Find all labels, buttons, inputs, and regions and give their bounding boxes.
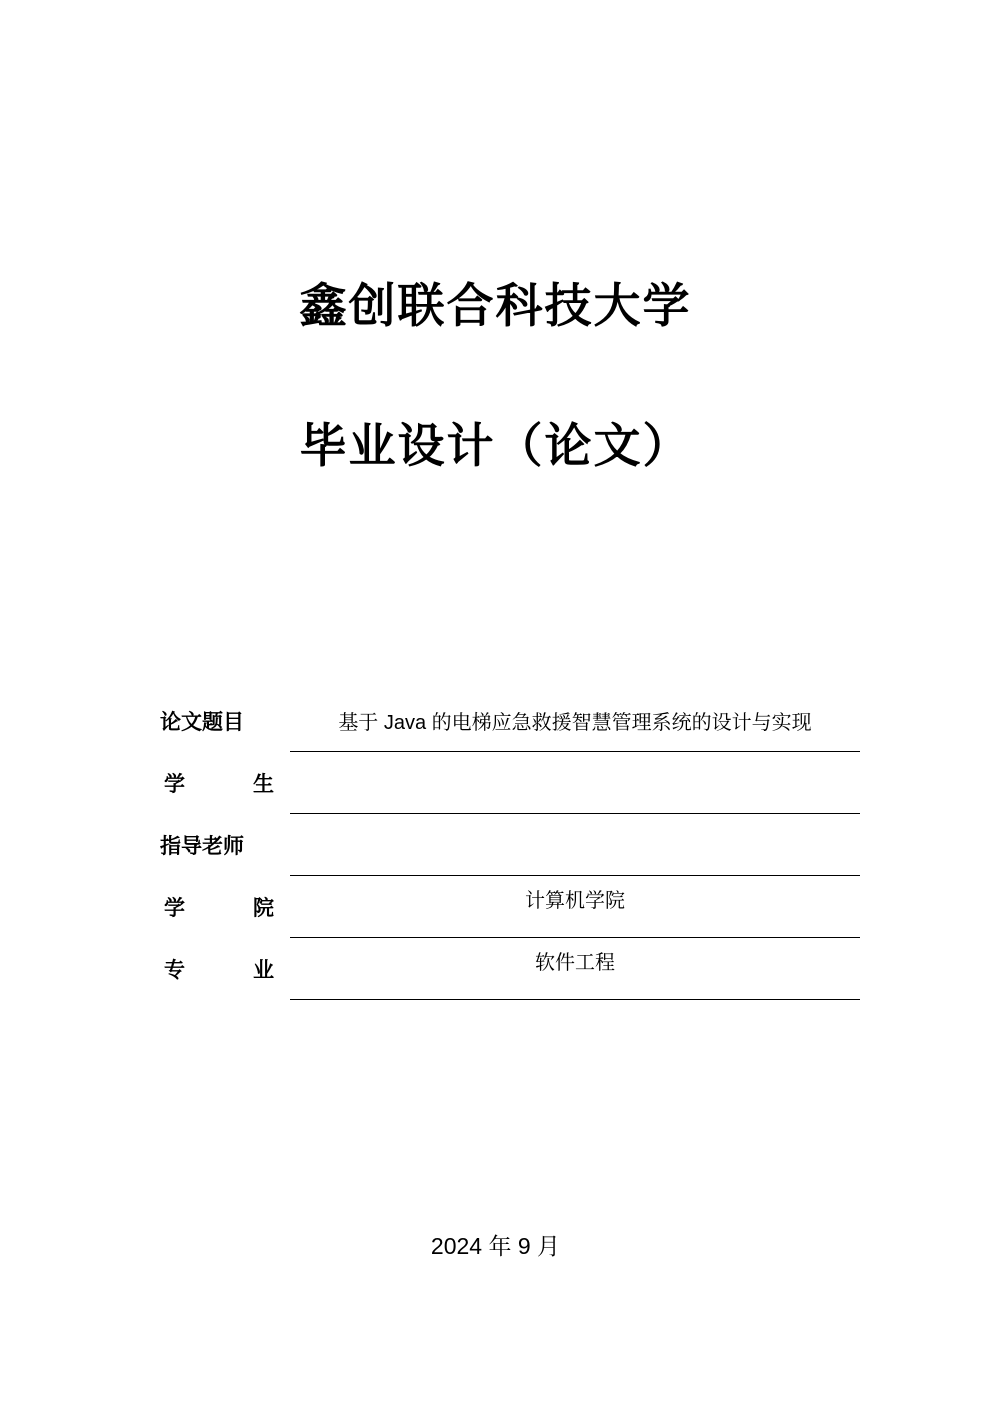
- field-value-thesis-title[interactable]: 基于 Java 的电梯应急救援智慧管理系统的设计与实现: [290, 702, 860, 752]
- field-label-thesis-title: 论文题目: [160, 711, 244, 734]
- field-value-student[interactable]: [290, 758, 860, 814]
- date-line: 2024 年 9 月: [430, 1233, 561, 1259]
- info-fields: [160, 690, 860, 1000]
- field-label-student: [160, 768, 290, 814]
- field-label-major-char-2: 业: [253, 959, 274, 982]
- field-label-major: [160, 954, 290, 1000]
- field-value-advisor[interactable]: [290, 820, 860, 876]
- field-row-college: [160, 876, 860, 938]
- field-label-major-char-1: 专: [164, 959, 185, 982]
- field-row-thesis-title: [160, 690, 860, 752]
- field-row-major: [160, 938, 860, 1000]
- field-label-college: [160, 892, 290, 938]
- field-row-student: [160, 752, 860, 814]
- field-label-college-char-1: 学: [164, 897, 185, 920]
- field-value-college[interactable]: 计算机学院: [290, 882, 860, 938]
- field-label-student-char-2: 生: [253, 773, 274, 796]
- field-label-advisor: 指导老师: [160, 835, 244, 858]
- title-block: [0, 278, 991, 475]
- field-label-student-char-1: 学: [164, 773, 185, 796]
- document-type: 毕业设计（论文）: [299, 419, 692, 473]
- field-row-advisor: [160, 814, 860, 876]
- university-name: 鑫创联合科技大学: [299, 279, 692, 332]
- field-label-college-char-2: 院: [253, 897, 274, 920]
- field-value-major[interactable]: 软件工程: [290, 944, 860, 1000]
